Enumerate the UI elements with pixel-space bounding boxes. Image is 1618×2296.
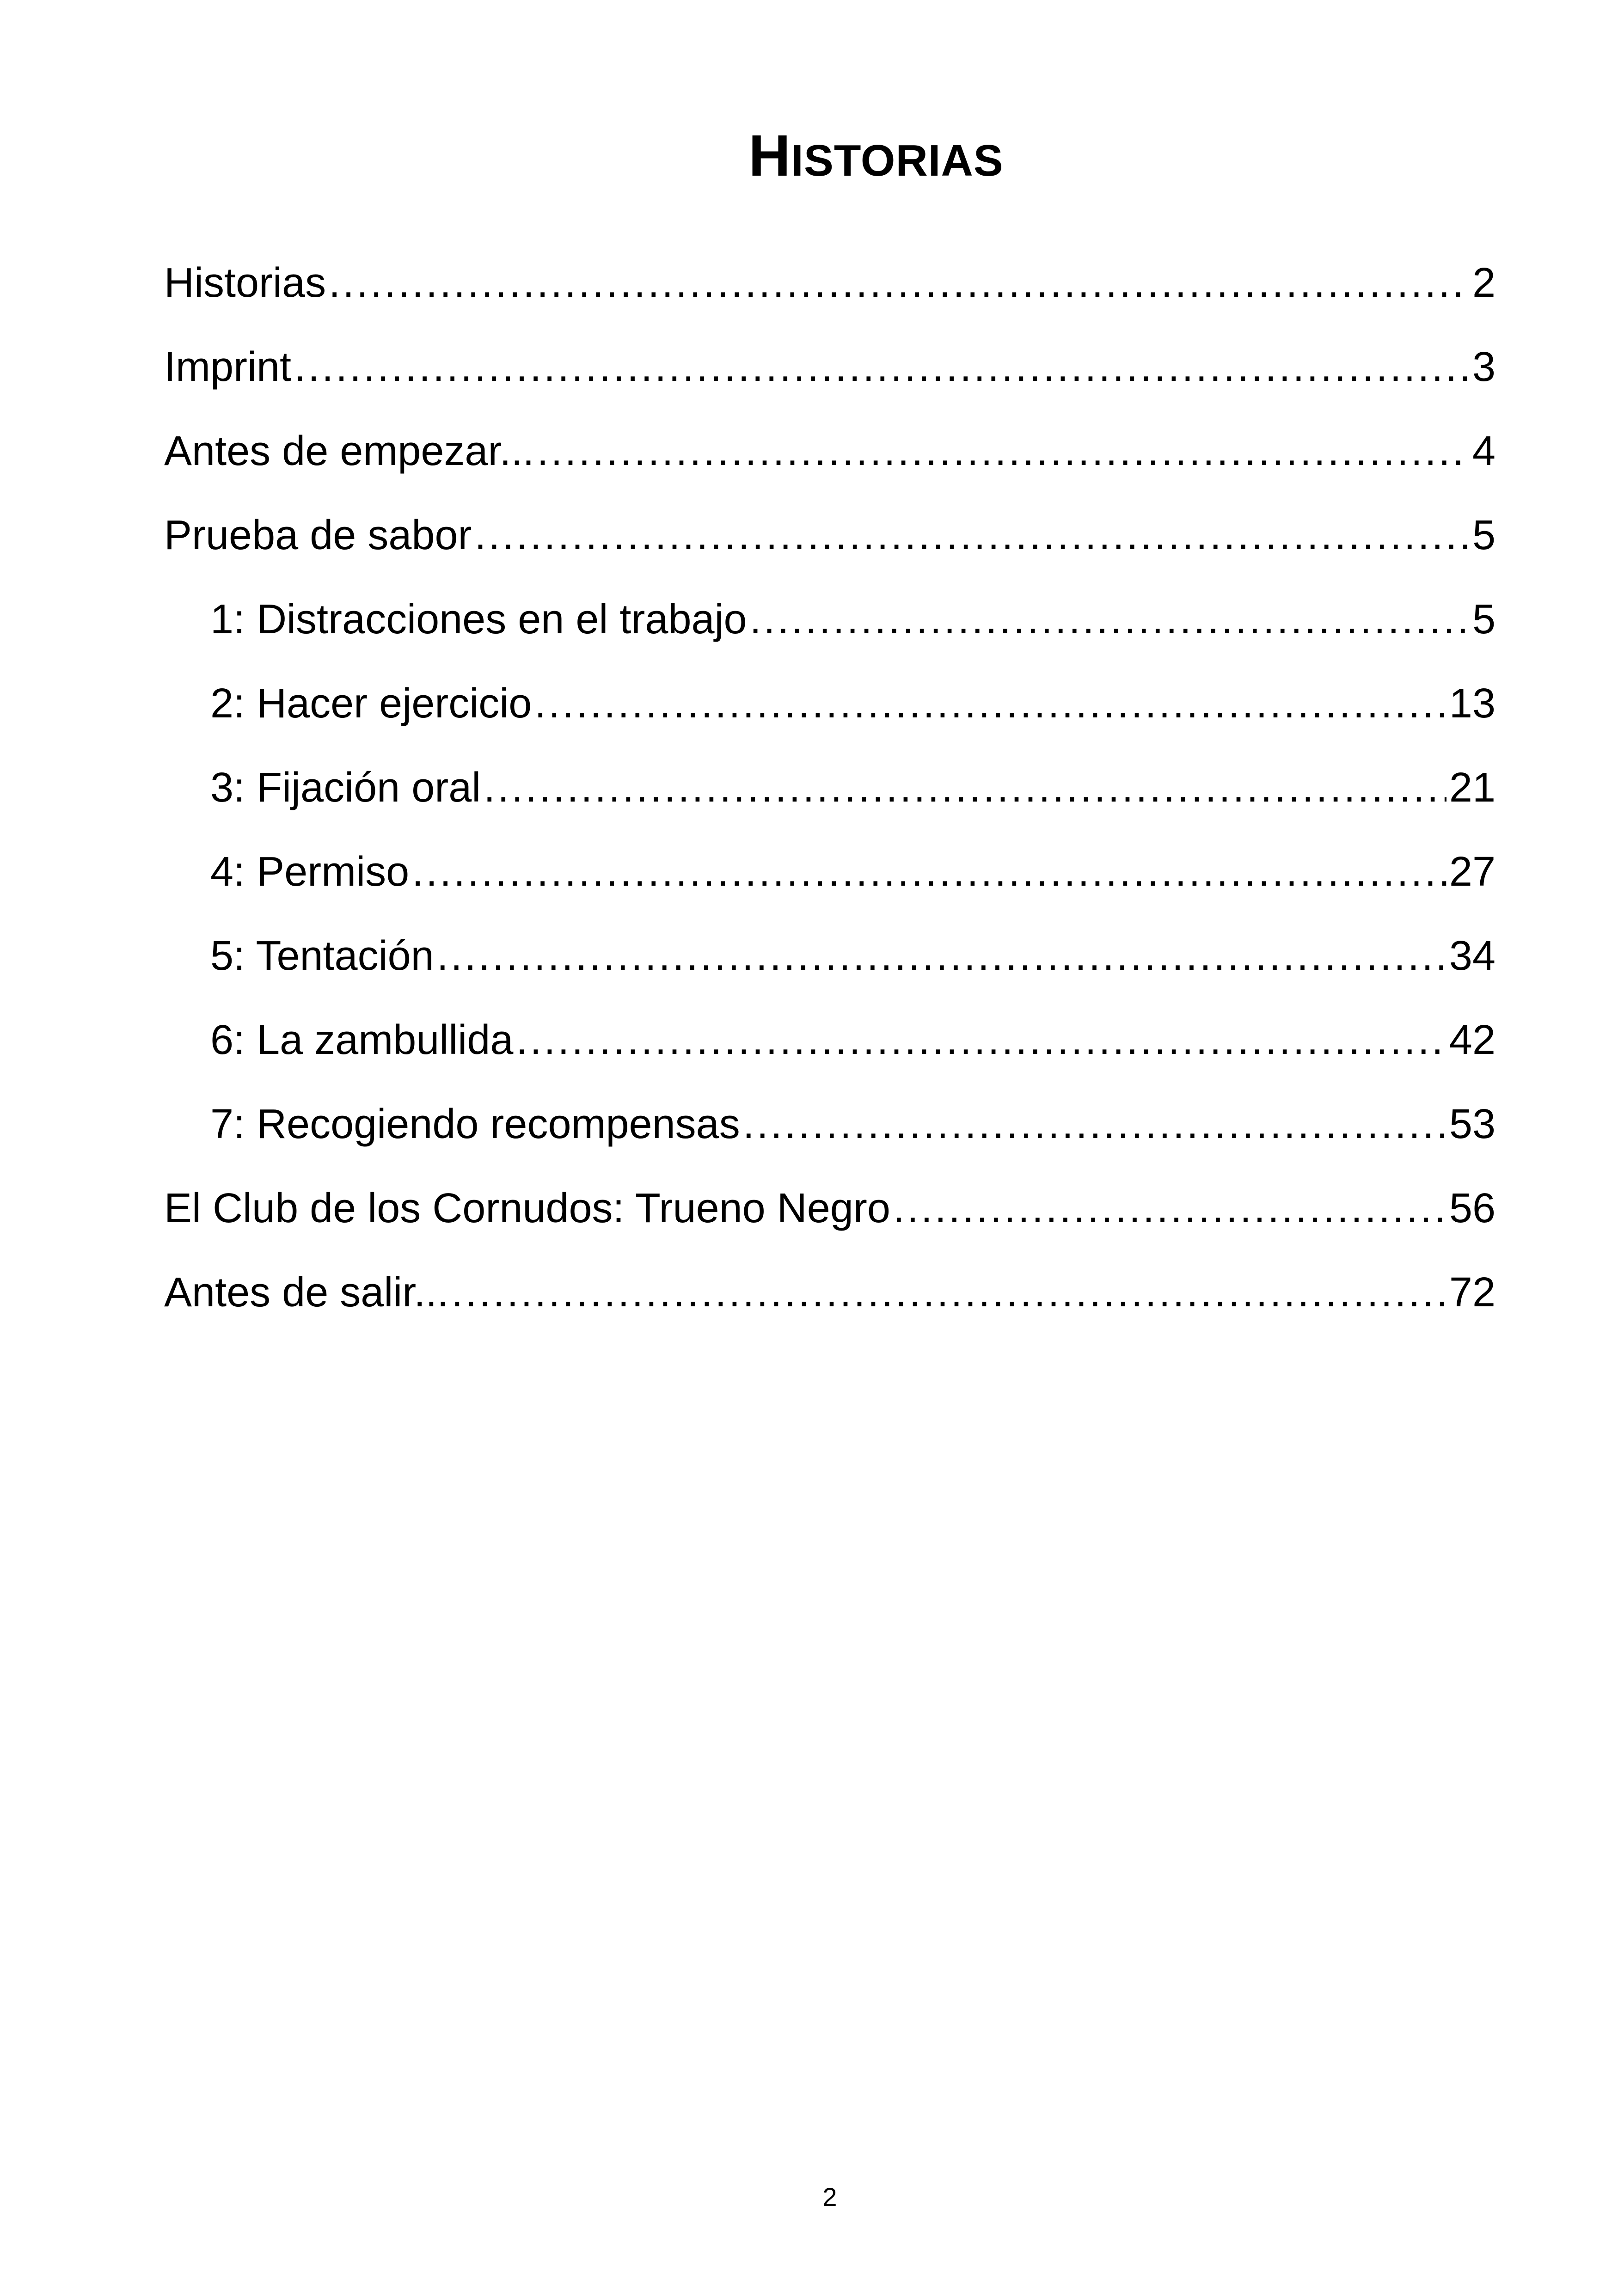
toc-dot-leader — [412, 844, 1446, 900]
toc-entry-label: Imprint — [164, 344, 292, 390]
toc-dot-leader — [750, 592, 1470, 647]
page-title-first-letter: H — [748, 123, 791, 188]
toc-dot-leader — [329, 255, 1470, 311]
toc-entry-label: 1: Distracciones en el trabajo — [210, 596, 747, 643]
toc-entry-page: 42 — [1449, 1017, 1495, 1063]
toc-dot-leader — [474, 508, 1469, 563]
toc-dot-leader — [484, 760, 1446, 815]
toc-entry-page: 3 — [1472, 344, 1495, 390]
toc-dot-leader — [537, 423, 1469, 479]
toc-entry[interactable] — [164, 423, 1495, 508]
toc-dot-leader — [893, 1181, 1446, 1236]
toc-entry[interactable] — [164, 339, 1495, 423]
toc-subentry[interactable] — [164, 844, 1495, 928]
toc-entry[interactable] — [164, 255, 1495, 339]
toc-entry-page: 56 — [1449, 1185, 1495, 1231]
page-title — [0, 121, 1618, 196]
toc-entry-page: 5 — [1472, 512, 1495, 558]
table-of-contents — [164, 255, 1495, 1349]
toc-entry-label: 6: La zambullida — [210, 1017, 514, 1063]
toc-dot-leader — [534, 676, 1446, 731]
toc-entry-label: El Club de los Cornudos: Trueno Negro — [164, 1185, 890, 1231]
toc-entry-label: Antes de empezar... — [164, 428, 534, 474]
toc-entry-label: 7: Recogiendo recompensas — [210, 1101, 740, 1147]
toc-entry-label: Historias — [164, 260, 326, 306]
toc-dot-leader — [451, 1265, 1446, 1320]
toc-dot-leader — [743, 1096, 1446, 1152]
toc-subentry[interactable] — [164, 676, 1495, 760]
toc-entry-page: 72 — [1449, 1269, 1495, 1316]
toc-subentry[interactable] — [164, 1012, 1495, 1096]
toc-entry-page: 27 — [1449, 849, 1495, 895]
toc-dot-leader — [294, 339, 1470, 395]
toc-entry-page: 13 — [1449, 680, 1495, 727]
toc-entry-label: 3: Fijación oral — [210, 765, 481, 811]
toc-entry[interactable] — [164, 1265, 1495, 1349]
toc-entry-page: 5 — [1472, 596, 1495, 643]
toc-entry-page: 2 — [1472, 260, 1495, 306]
toc-entry[interactable] — [164, 1181, 1495, 1265]
toc-subentry[interactable] — [164, 592, 1495, 676]
toc-dot-leader — [516, 1012, 1446, 1068]
toc-subentry[interactable] — [164, 1096, 1495, 1181]
toc-subentry[interactable] — [164, 760, 1495, 844]
toc-entry-page: 34 — [1449, 933, 1495, 979]
toc-entry-label: 4: Permiso — [210, 849, 410, 895]
toc-entry-label: 2: Hacer ejercicio — [210, 680, 532, 727]
toc-entry[interactable] — [164, 508, 1495, 592]
toc-dot-leader — [437, 928, 1446, 984]
page-number: 2 — [822, 2182, 837, 2211]
toc-entry-page: 21 — [1449, 765, 1495, 811]
toc-entry-label: Prueba de sabor — [164, 512, 472, 558]
page-title-rest: ISTORIAS — [791, 136, 1004, 185]
toc-entry-label: 5: Tentación — [210, 933, 434, 979]
toc-entry-page: 4 — [1472, 428, 1495, 474]
toc-subentry[interactable] — [164, 928, 1495, 1012]
toc-entry-label: Antes de salir... — [164, 1269, 449, 1316]
toc-entry-page: 53 — [1449, 1101, 1495, 1147]
